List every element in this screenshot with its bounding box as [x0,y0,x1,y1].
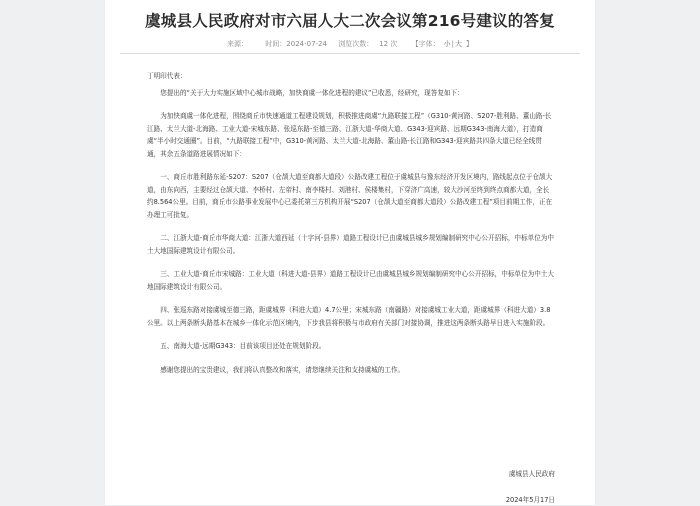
source-label: 来源： [227,40,249,48]
article-body [147,70,555,387]
page-title: 虞城县人民政府对市六届人大二次会议第216号建议的答复 [145,12,555,30]
header-divider [120,53,580,54]
source-info [224,40,257,48]
paragraph-item-3: 三、工业大道-商丘市宋城路：工业大道（科进大道-县界）道路工程设计已由虞城县城乡规划编制研究中心公开招标，中标单位为中土大地国际建筑设计有限公司。 [147,270,554,291]
document-sheet [105,0,595,505]
views-label: 浏览次数： [338,40,374,48]
paragraph-item-1: 一、商丘市胜利路东延-S207：S207（仓颉大道至商都大道段）公路改建工程位于虞城县与豫东经济开发区境内，路线起点位于仓颉大道，由东向西，主要经过仓颉大道、李桥村、左帝村、南李楼村、刘港村、侯楼集村，下穿济广高速，较大沙河至终到终点商都大道，全长约8.564公里。目前，商丘市公路事业发展中心已委托第三方机构开展“S207（仓颉大道至商都大道段）公路改建工程”项目前期工作，正在办理工可批复。 [147,173,553,219]
paragraph-overview: 为加快商虞一体化进程，围绕商丘市快速通道工程建设规划，积极推进商虞“九路联接工程”（G310-黄河路、S207-胜利路、董山路-长江路、太兰大道-北海路、工业大道-宋城东路、张巡东路-至德三路、江浙大道-华商大道、G343-迎宾路、远期G343-南海大道），打造商虞“半小时交通圈”。目前，“九路联接工程”中，G310-黄河路、太兰大道-北海路、董山路-长江路和G343-迎宾路共四条大道已经全线贯通，其余五条道路进展情况如下： [147,112,552,158]
font-size-label: 【字体： [411,40,440,48]
paragraph-item-5: 五、南海大道-远期G343：目前该项目还处在规划阶段。 [160,342,326,350]
font-size-close: 】 [465,40,473,48]
signature-org: 虞城县人民政府 [508,470,555,478]
publish-time: 时间：2024-07-24 [265,40,327,48]
paragraph-intro: 您提出的“关于大力实施区域中心城市战略，加快商虞一体化进程的建议”已收悉，经研究，现答复如下： [160,88,464,97]
salutation: 丁明印代表： [147,72,187,80]
views-count: 12 次 [379,40,398,48]
article-meta [105,39,595,49]
views-info [335,40,400,48]
signature-block [506,468,555,506]
paragraph-closing: 感谢您提出的宝贵建议，我们将认真整改和落实，请您继续关注和支持虞城的工作。 [160,365,405,374]
signature-date: 2024年5月17日 [505,496,555,504]
font-small-button[interactable]: 小 [443,40,451,48]
font-large-button[interactable]: 大 [454,40,462,48]
paragraph-item-2: 二、江浙大道-商丘市华商大道：江浙大道西延（十字河-县界）道路工程设计已由虞城县城乡规划编制研究中心公开招标，中标单位为中土大地国际建筑设计有限公司。 [147,234,554,255]
paragraph-item-4: 四、张巡东路对接虞城至德三路，距虞城界（科进大道）4.7公里；宋城东路（南疆路）对接虞城工业大道，距虞城界（科进大道）3.8公里。以上两条断头路基本在城乡一体化示范区境内，下步我县将积极与市政府有关部门对接协调，推进这两条断头路早日进入实施阶段。 [147,306,551,327]
font-size-control: 【字体： 小|大 】 [411,40,473,48]
